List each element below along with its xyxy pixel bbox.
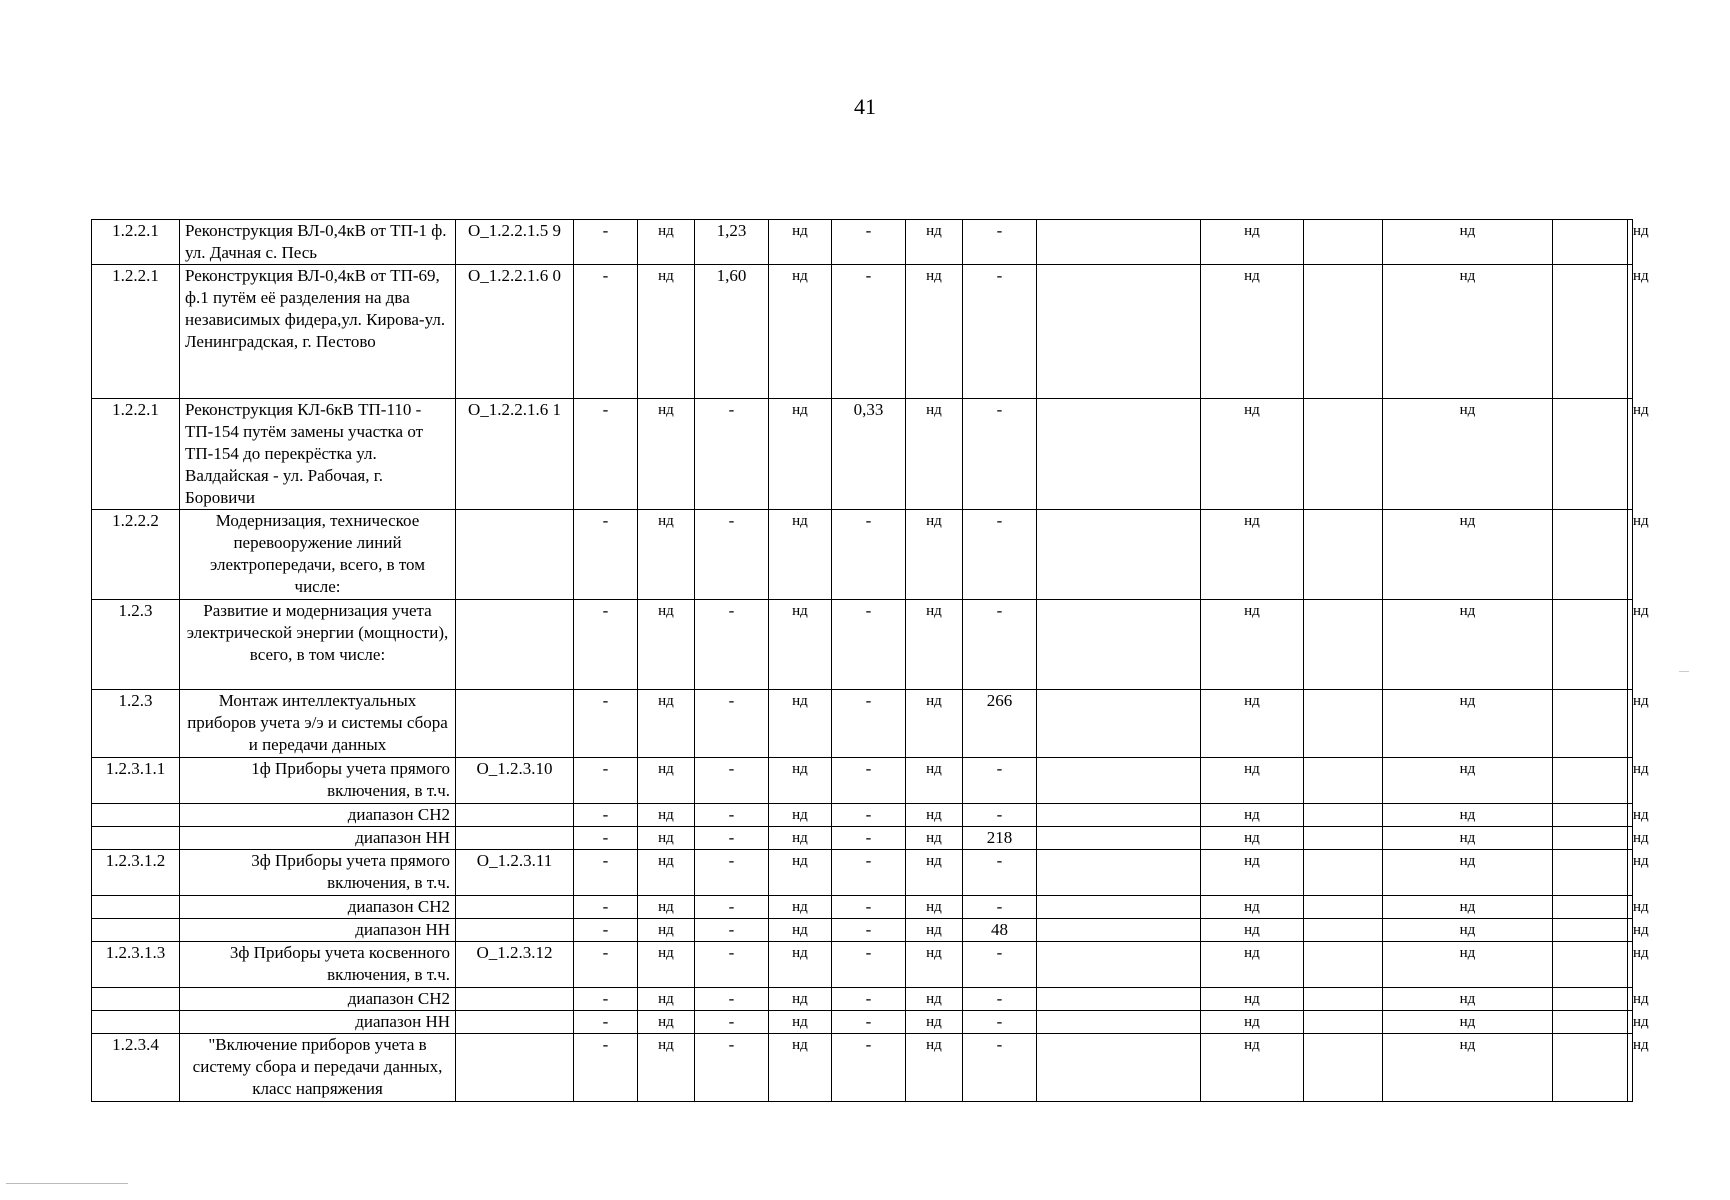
value-cell-5: - — [832, 850, 906, 896]
value-cell-3: - — [695, 1011, 769, 1034]
value-cell-1: - — [574, 804, 638, 827]
value-cell-2: нд — [638, 690, 695, 758]
value-cell-2: нд — [638, 758, 695, 804]
value-cell-3: - — [695, 600, 769, 690]
value-cell-11: нд — [1383, 919, 1553, 942]
value-cell-9: нд — [1201, 1011, 1304, 1034]
value-cell-8 — [1037, 896, 1201, 919]
value-cell-12 — [1553, 988, 1628, 1011]
value-cell-8 — [1037, 827, 1201, 850]
value-cell-10 — [1304, 758, 1383, 804]
value-cell-7: - — [963, 1034, 1037, 1102]
row-number — [92, 827, 180, 850]
row-number: 1.2.3.1.3 — [92, 942, 180, 988]
value-cell-3: - — [695, 827, 769, 850]
value-cell-6: нд — [906, 942, 963, 988]
value-cell-5: - — [832, 690, 906, 758]
value-cell-9: нд — [1201, 988, 1304, 1011]
row-name: диапазон СН2 — [180, 804, 456, 827]
value-cell-5: - — [832, 220, 906, 265]
value-cell-2: нд — [638, 600, 695, 690]
value-cell-13: нд — [1628, 265, 1633, 399]
value-cell-10 — [1304, 827, 1383, 850]
value-cell-8 — [1037, 942, 1201, 988]
row-code — [456, 690, 574, 758]
value-cell-5: - — [832, 804, 906, 827]
value-cell-2: нд — [638, 399, 695, 510]
value-cell-2: нд — [638, 804, 695, 827]
value-cell-12 — [1553, 399, 1628, 510]
table-row — [92, 988, 1633, 1011]
row-number: 1.2.2.1 — [92, 265, 180, 399]
value-cell-10 — [1304, 896, 1383, 919]
value-cell-2: нд — [638, 919, 695, 942]
row-number: 1.2.3.1.2 — [92, 850, 180, 896]
value-cell-7: 48 — [963, 919, 1037, 942]
value-cell-4: нд — [769, 399, 832, 510]
value-cell-6: нд — [906, 265, 963, 399]
value-cell-10 — [1304, 1034, 1383, 1102]
value-cell-6: нд — [906, 804, 963, 827]
table-row — [92, 942, 1633, 988]
value-cell-13: нд — [1628, 896, 1633, 919]
row-name: Реконструкция КЛ-6кВ ТП-110 - ТП-154 путём замены участка от ТП-154 до перекрёстка ул. Валдайская - ул. Рабочая, г. Боровичи — [180, 399, 456, 510]
value-cell-4: нд — [769, 942, 832, 988]
value-cell-9: нд — [1201, 690, 1304, 758]
row-code — [456, 1011, 574, 1034]
value-cell-10 — [1304, 510, 1383, 600]
value-cell-1: - — [574, 600, 638, 690]
row-name: диапазон НН — [180, 1011, 456, 1034]
value-cell-1: - — [574, 942, 638, 988]
investment-table — [91, 219, 1649, 1102]
row-code — [456, 988, 574, 1011]
value-cell-6: нд — [906, 988, 963, 1011]
value-cell-1: - — [574, 1011, 638, 1034]
value-cell-5: - — [832, 988, 906, 1011]
value-cell-13: нд — [1628, 1011, 1633, 1034]
value-cell-8 — [1037, 804, 1201, 827]
row-code: О_1.2.3.12 — [456, 942, 574, 988]
value-cell-1: - — [574, 510, 638, 600]
value-cell-6: нд — [906, 1011, 963, 1034]
value-cell-6: нд — [906, 510, 963, 600]
row-number — [92, 988, 180, 1011]
value-cell-12 — [1553, 1034, 1628, 1102]
row-name: Модернизация, техническое перевооружение линий электропередачи, всего, в том числе: — [180, 510, 456, 600]
value-cell-5: - — [832, 896, 906, 919]
value-cell-7: - — [963, 510, 1037, 600]
row-name: диапазон СН2 — [180, 896, 456, 919]
row-code — [456, 804, 574, 827]
scan-artifact-line — [6, 1183, 128, 1184]
value-cell-4: нд — [769, 850, 832, 896]
value-cell-13: нд — [1628, 988, 1633, 1011]
value-cell-9: нд — [1201, 510, 1304, 600]
value-cell-10 — [1304, 220, 1383, 265]
value-cell-12 — [1553, 1011, 1628, 1034]
row-name: Реконструкция ВЛ-0,4кВ от ТП-1 ф. ул. Дачная с. Песь — [180, 220, 456, 265]
value-cell-7: - — [963, 399, 1037, 510]
value-cell-6: нд — [906, 220, 963, 265]
value-cell-4: нд — [769, 1034, 832, 1102]
value-cell-13: нд — [1628, 758, 1633, 804]
value-cell-1: - — [574, 690, 638, 758]
value-cell-10 — [1304, 988, 1383, 1011]
value-cell-9: нд — [1201, 804, 1304, 827]
value-cell-12 — [1553, 265, 1628, 399]
table-row — [92, 265, 1633, 399]
row-name: диапазон СН2 — [180, 988, 456, 1011]
row-number: 1.2.3.1.1 — [92, 758, 180, 804]
value-cell-4: нд — [769, 758, 832, 804]
value-cell-9: нд — [1201, 265, 1304, 399]
value-cell-3: - — [695, 804, 769, 827]
value-cell-4: нд — [769, 827, 832, 850]
value-cell-12 — [1553, 600, 1628, 690]
row-number: 1.2.3 — [92, 690, 180, 758]
value-cell-4: нд — [769, 510, 832, 600]
table-row — [92, 1011, 1633, 1034]
value-cell-2: нд — [638, 510, 695, 600]
value-cell-12 — [1553, 690, 1628, 758]
value-cell-9: нд — [1201, 1034, 1304, 1102]
value-cell-7: - — [963, 896, 1037, 919]
value-cell-3: - — [695, 1034, 769, 1102]
table-row — [92, 399, 1633, 510]
value-cell-13: нд — [1628, 919, 1633, 942]
value-cell-13: нд — [1628, 804, 1633, 827]
value-cell-11: нд — [1383, 690, 1553, 758]
value-cell-5: - — [832, 600, 906, 690]
value-cell-6: нд — [906, 758, 963, 804]
value-cell-3: - — [695, 896, 769, 919]
value-cell-13: нд — [1628, 827, 1633, 850]
value-cell-10 — [1304, 1011, 1383, 1034]
value-cell-9: нд — [1201, 399, 1304, 510]
value-cell-3: - — [695, 942, 769, 988]
value-cell-11: нд — [1383, 896, 1553, 919]
row-number — [92, 804, 180, 827]
value-cell-2: нд — [638, 988, 695, 1011]
value-cell-5: - — [832, 827, 906, 850]
row-name: 3ф Приборы учета прямого включения, в т.ч. — [180, 850, 456, 896]
table-row — [92, 758, 1633, 804]
value-cell-1: - — [574, 850, 638, 896]
value-cell-6: нд — [906, 850, 963, 896]
row-code — [456, 919, 574, 942]
row-name: Реконструкция ВЛ-0,4кВ от ТП-69, ф.1 путём её разделения на два независимых фидера,ул. Кирова-ул. Ленинградская, г. Пестово — [180, 265, 456, 399]
value-cell-10 — [1304, 690, 1383, 758]
row-number — [92, 896, 180, 919]
value-cell-8 — [1037, 919, 1201, 942]
value-cell-9: нд — [1201, 942, 1304, 988]
value-cell-4: нд — [769, 600, 832, 690]
value-cell-10 — [1304, 600, 1383, 690]
value-cell-4: нд — [769, 220, 832, 265]
value-cell-4: нд — [769, 690, 832, 758]
value-cell-8 — [1037, 1011, 1201, 1034]
table-row — [92, 220, 1633, 265]
value-cell-5: - — [832, 758, 906, 804]
value-cell-7: - — [963, 804, 1037, 827]
value-cell-5: - — [832, 919, 906, 942]
value-cell-8 — [1037, 988, 1201, 1011]
table-row — [92, 850, 1633, 896]
value-cell-11: нд — [1383, 1011, 1553, 1034]
table-row — [92, 510, 1633, 600]
row-number: 1.2.2.1 — [92, 220, 180, 265]
value-cell-5: 0,33 — [832, 399, 906, 510]
value-cell-7: - — [963, 758, 1037, 804]
value-cell-2: нд — [638, 220, 695, 265]
row-code — [456, 600, 574, 690]
value-cell-7: - — [963, 850, 1037, 896]
row-number: 1.2.3 — [92, 600, 180, 690]
row-name: Монтаж интеллектуальных приборов учета э/э и системы сбора и передачи данных — [180, 690, 456, 758]
value-cell-9: нд — [1201, 896, 1304, 919]
value-cell-12 — [1553, 896, 1628, 919]
value-cell-11: нд — [1383, 220, 1553, 265]
value-cell-10 — [1304, 942, 1383, 988]
value-cell-12 — [1553, 827, 1628, 850]
table-row — [92, 919, 1633, 942]
value-cell-9: нд — [1201, 220, 1304, 265]
row-name: 1ф Приборы учета прямого включения, в т.ч. — [180, 758, 456, 804]
value-cell-13: нд — [1628, 850, 1633, 896]
table-row — [92, 896, 1633, 919]
value-cell-3: 1,23 — [695, 220, 769, 265]
value-cell-2: нд — [638, 1034, 695, 1102]
value-cell-7: - — [963, 220, 1037, 265]
value-cell-2: нд — [638, 827, 695, 850]
value-cell-8 — [1037, 600, 1201, 690]
value-cell-13: нд — [1628, 942, 1633, 988]
value-cell-2: нд — [638, 942, 695, 988]
value-cell-6: нд — [906, 690, 963, 758]
value-cell-7: - — [963, 600, 1037, 690]
value-cell-10 — [1304, 919, 1383, 942]
value-cell-6: нд — [906, 919, 963, 942]
value-cell-12 — [1553, 510, 1628, 600]
value-cell-5: - — [832, 1034, 906, 1102]
table-body — [92, 220, 1649, 1102]
value-cell-4: нд — [769, 919, 832, 942]
value-cell-7: 218 — [963, 827, 1037, 850]
value-cell-3: - — [695, 988, 769, 1011]
value-cell-3: - — [695, 919, 769, 942]
value-cell-6: нд — [906, 1034, 963, 1102]
value-cell-3: - — [695, 850, 769, 896]
row-number: 1.2.3.4 — [92, 1034, 180, 1102]
value-cell-8 — [1037, 265, 1201, 399]
value-cell-5: - — [832, 1011, 906, 1034]
value-cell-11: нд — [1383, 804, 1553, 827]
value-cell-6: нд — [906, 896, 963, 919]
value-cell-1: - — [574, 758, 638, 804]
value-cell-10 — [1304, 804, 1383, 827]
table-row — [92, 600, 1633, 690]
value-cell-8 — [1037, 690, 1201, 758]
value-cell-5: - — [832, 942, 906, 988]
value-cell-12 — [1553, 919, 1628, 942]
row-code — [456, 1034, 574, 1102]
value-cell-7: - — [963, 988, 1037, 1011]
table-row — [92, 690, 1633, 758]
row-code — [456, 510, 574, 600]
value-cell-11: нд — [1383, 850, 1553, 896]
scan-artifact-mark — [1679, 671, 1689, 672]
row-number: 1.2.2.2 — [92, 510, 180, 600]
table-row — [92, 827, 1633, 850]
value-cell-1: - — [574, 220, 638, 265]
row-number — [92, 919, 180, 942]
value-cell-9: нд — [1201, 827, 1304, 850]
row-name: 3ф Приборы учета косвенного включения, в т.ч. — [180, 942, 456, 988]
value-cell-9: нд — [1201, 758, 1304, 804]
value-cell-13: нд — [1628, 510, 1633, 600]
value-cell-12 — [1553, 804, 1628, 827]
value-cell-13: нд — [1628, 399, 1633, 510]
value-cell-1: - — [574, 265, 638, 399]
value-cell-8 — [1037, 1034, 1201, 1102]
value-cell-1: - — [574, 827, 638, 850]
value-cell-10 — [1304, 850, 1383, 896]
value-cell-10 — [1304, 399, 1383, 510]
value-cell-3: - — [695, 399, 769, 510]
value-cell-12 — [1553, 850, 1628, 896]
value-cell-11: нд — [1383, 827, 1553, 850]
row-number — [92, 1011, 180, 1034]
value-cell-9: нд — [1201, 850, 1304, 896]
value-cell-4: нд — [769, 896, 832, 919]
value-cell-7: 266 — [963, 690, 1037, 758]
value-cell-5: - — [832, 265, 906, 399]
table-row — [92, 804, 1633, 827]
row-name: "Включение приборов учета в систему сбора и передачи данных, класс напряжения — [180, 1034, 456, 1102]
value-cell-3: 1,60 — [695, 265, 769, 399]
value-cell-2: нд — [638, 850, 695, 896]
value-cell-3: - — [695, 690, 769, 758]
value-cell-12 — [1553, 942, 1628, 988]
row-name: диапазон НН — [180, 919, 456, 942]
value-cell-10 — [1304, 265, 1383, 399]
value-cell-8 — [1037, 399, 1201, 510]
value-cell-1: - — [574, 896, 638, 919]
value-cell-7: - — [963, 942, 1037, 988]
value-cell-6: нд — [906, 600, 963, 690]
row-name: Развитие и модернизация учета электрической энергии (мощности), всего, в том числе: — [180, 600, 456, 690]
value-cell-11: нд — [1383, 1034, 1553, 1102]
value-cell-6: нд — [906, 827, 963, 850]
value-cell-1: - — [574, 919, 638, 942]
value-cell-13: нд — [1628, 1034, 1633, 1102]
row-name: диапазон НН — [180, 827, 456, 850]
value-cell-1: - — [574, 1034, 638, 1102]
value-cell-11: нд — [1383, 942, 1553, 988]
value-cell-1: - — [574, 399, 638, 510]
value-cell-8 — [1037, 758, 1201, 804]
row-code: О_1.2.2.1.6 1 — [456, 399, 574, 510]
page-number: 41 — [854, 94, 876, 119]
value-cell-8 — [1037, 850, 1201, 896]
value-cell-4: нд — [769, 1011, 832, 1034]
value-cell-5: - — [832, 510, 906, 600]
value-cell-9: нд — [1201, 600, 1304, 690]
value-cell-11: нд — [1383, 758, 1553, 804]
value-cell-11: нд — [1383, 600, 1553, 690]
value-cell-12 — [1553, 220, 1628, 265]
value-cell-8 — [1037, 510, 1201, 600]
row-code: О_1.2.3.11 — [456, 850, 574, 896]
value-cell-1: - — [574, 988, 638, 1011]
value-cell-4: нд — [769, 804, 832, 827]
value-cell-7: - — [963, 1011, 1037, 1034]
value-cell-4: нд — [769, 265, 832, 399]
value-cell-3: - — [695, 758, 769, 804]
value-cell-12 — [1553, 758, 1628, 804]
value-cell-11: нд — [1383, 988, 1553, 1011]
value-cell-13: нд — [1628, 220, 1633, 265]
row-code: О_1.2.2.1.5 9 — [456, 220, 574, 265]
value-cell-11: нд — [1383, 265, 1553, 399]
row-code — [456, 827, 574, 850]
value-cell-13: нд — [1628, 690, 1633, 758]
value-cell-6: нд — [906, 399, 963, 510]
value-cell-2: нд — [638, 896, 695, 919]
row-number: 1.2.2.1 — [92, 399, 180, 510]
row-code: О_1.2.2.1.6 0 — [456, 265, 574, 399]
value-cell-2: нд — [638, 1011, 695, 1034]
value-cell-9: нд — [1201, 919, 1304, 942]
value-cell-2: нд — [638, 265, 695, 399]
value-cell-11: нд — [1383, 399, 1553, 510]
table-row — [92, 1034, 1633, 1102]
value-cell-8 — [1037, 220, 1201, 265]
row-code — [456, 896, 574, 919]
value-cell-7: - — [963, 265, 1037, 399]
value-cell-3: - — [695, 510, 769, 600]
value-cell-11: нд — [1383, 510, 1553, 600]
value-cell-4: нд — [769, 988, 832, 1011]
row-code: О_1.2.3.10 — [456, 758, 574, 804]
value-cell-13: нд — [1628, 600, 1633, 690]
